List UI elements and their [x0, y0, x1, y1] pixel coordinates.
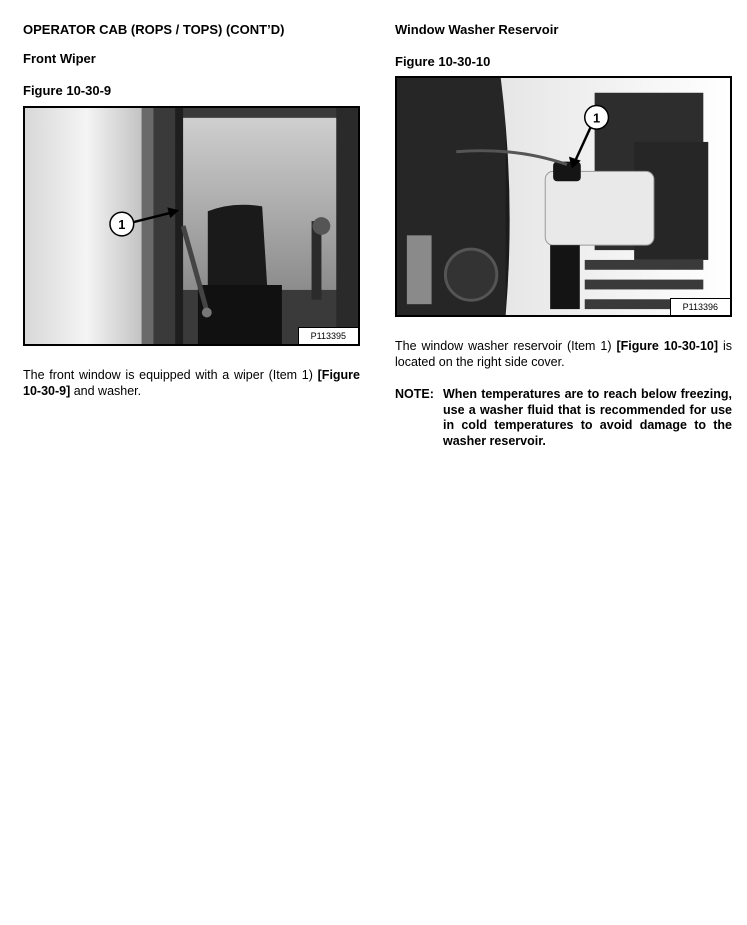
- paragraph-end-left: and washer.: [70, 383, 142, 398]
- note-block: [395, 387, 732, 457]
- note-text: When temperatures are to reach below freezing, use a washer fluid that is recommended for use in cold temperatures to avoid damage to the washer reservoir.: [443, 387, 732, 448]
- figure-10-30-10-photo: [395, 76, 732, 317]
- note-label: NOTE:: [395, 387, 434, 401]
- paragraph-end-right: is located on the right side cover.: [395, 339, 733, 369]
- photo-code-left: P113395: [298, 327, 358, 344]
- figure-reference-left: [Figure 10-30-9]: [23, 368, 360, 398]
- front-wiper-photo: [25, 108, 358, 344]
- callout-1-right: 1: [593, 110, 601, 126]
- figure-10-30-9-photo: [23, 106, 360, 346]
- paragraph-text-right: The window washer reservoir (Item 1): [395, 339, 617, 353]
- front-wiper-heading: Front Wiper: [23, 51, 96, 66]
- callout-1-left: 1: [118, 216, 126, 232]
- section-title: OPERATOR CAB (ROPS / TOPS) (CONT’D): [23, 22, 285, 37]
- figure-label-10-30-9: Figure 10-30-9: [23, 83, 112, 98]
- figure-label-10-30-10: Figure 10-30-10: [395, 54, 491, 69]
- front-wiper-paragraph: [23, 368, 360, 399]
- washer-reservoir-heading: Window Washer Reservoir: [395, 22, 559, 37]
- photo-code-right: P113396: [670, 298, 730, 315]
- paragraph-text-left: The front window is equipped with a wiper (Item 1): [23, 368, 318, 382]
- washer-reservoir-photo: [397, 78, 730, 315]
- figure-reference-right: [Figure 10-30-10]: [616, 339, 719, 353]
- washer-reservoir-paragraph: [395, 339, 732, 370]
